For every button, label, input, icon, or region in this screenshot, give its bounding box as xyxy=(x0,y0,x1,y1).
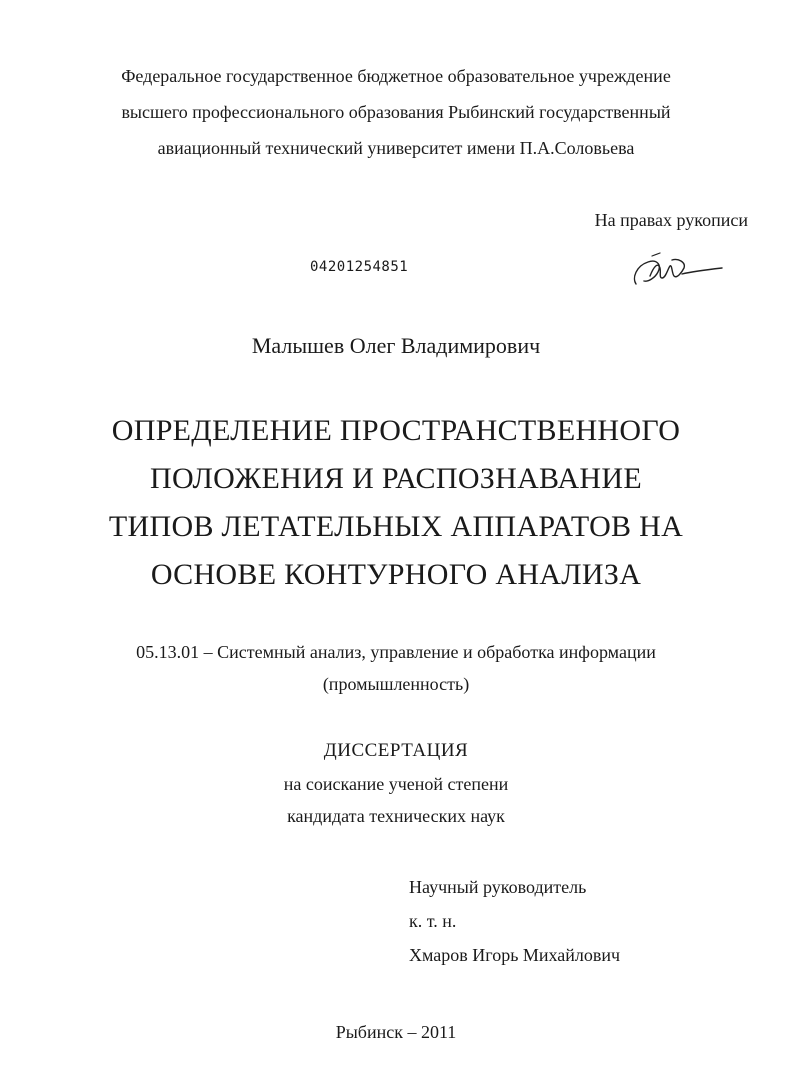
institution-line-2: высшего профессионального образования Рыбинский государственный xyxy=(121,102,671,122)
advisor-degree: к. т. н. xyxy=(409,911,457,931)
advisor-name: Хмаров Игорь Михайлович xyxy=(409,945,621,965)
title-line-3: ТИПОВ ЛЕТАТЕЛЬНЫХ АППАРАТОВ НА xyxy=(108,510,684,543)
author-name: Малышев Олег Владимирович xyxy=(251,333,541,358)
title-line-4: ОСНОВЕ КОНТУРНОГО АНАЛИЗА xyxy=(150,558,642,591)
signature-icon xyxy=(626,248,726,294)
advisor-label: Научный руководитель xyxy=(409,877,587,897)
dissertation-block xyxy=(0,734,792,832)
specialty-code xyxy=(0,636,792,700)
title-line-1: ОПРЕДЕЛЕНИЕ ПРОСТРАНСТВЕННОГО xyxy=(111,414,681,447)
thesis-title xyxy=(0,407,792,599)
dissertation-heading: ДИССЕРТАЦИЯ xyxy=(323,740,469,761)
degree-line-1: на соискание ученой степени xyxy=(283,774,509,794)
advisor-block xyxy=(409,870,620,972)
city-year: Рыбинск – 2011 xyxy=(335,1022,457,1042)
manuscript-note: На правах рукописи xyxy=(594,210,748,230)
institution-line-1: Федеральное государственное бюджетное образовательное учреждение xyxy=(121,66,671,86)
title-line-2: ПОЛОЖЕНИЯ И РАСПОЗНАВАНИЕ xyxy=(150,462,642,495)
institution-line-3: авиационный технический университет имени П.А.Соловьева xyxy=(157,138,635,158)
specialty-line-1: 05.13.01 – Системный анализ, управление и обработка информации xyxy=(136,642,656,662)
institution-header xyxy=(0,58,792,166)
specialty-line-2: (промышленность) xyxy=(322,674,470,694)
registration-number: 04201254851 xyxy=(310,259,409,275)
degree-line-2: кандидата технических наук xyxy=(287,806,505,826)
